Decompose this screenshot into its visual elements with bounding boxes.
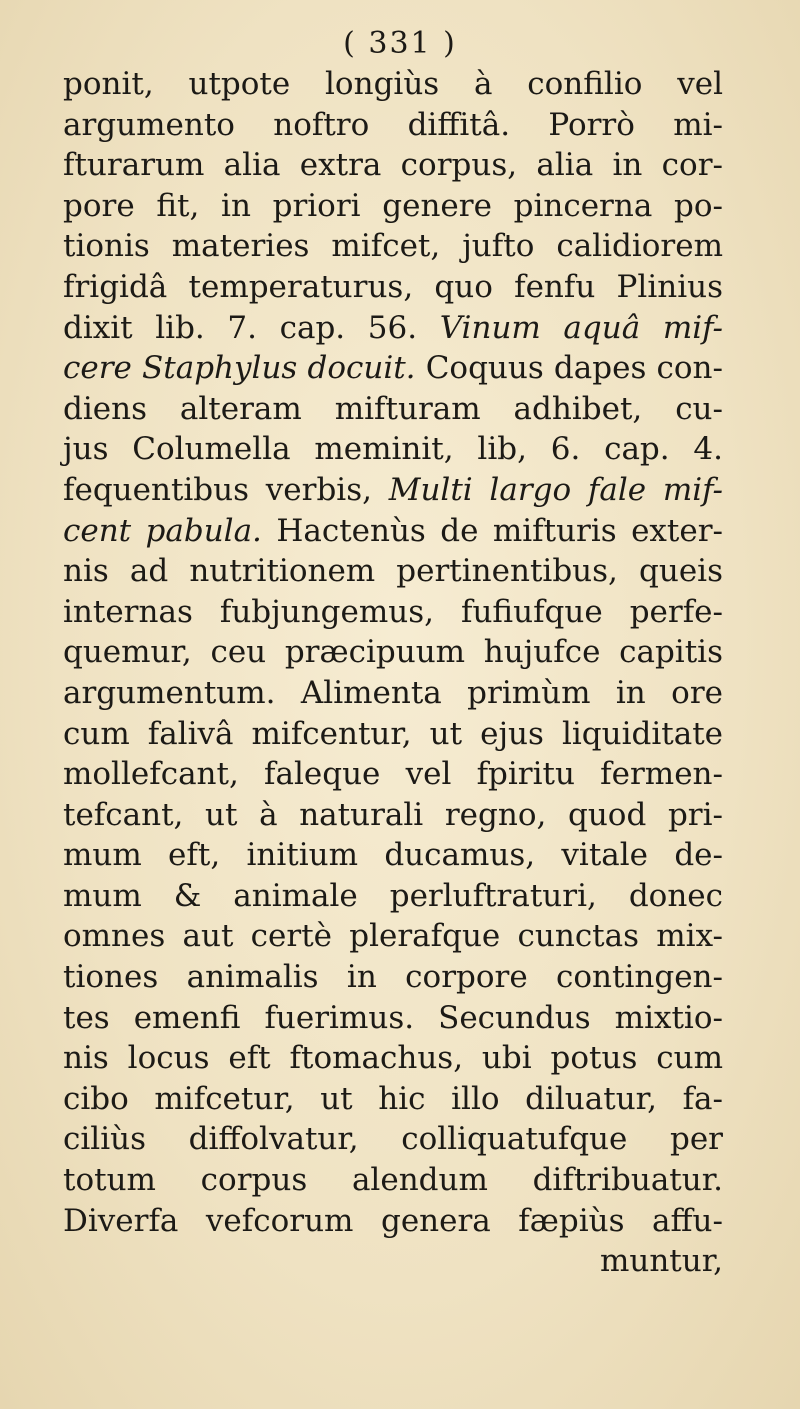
italic-quotation: Multi largo fale mif- xyxy=(388,471,723,508)
text-run: cibo mifcetur, ut hic illo diluatur, fa- xyxy=(63,1080,723,1117)
text-run: muntur, xyxy=(599,1243,723,1280)
text-run: mum & animale perluftraturi, donec xyxy=(63,877,723,914)
text-run: jus Columella meminit, lib, 6. cap. 4. xyxy=(63,431,723,468)
text-run: quemur, ceu præcipuum hujufce capitis xyxy=(63,634,723,671)
text-line xyxy=(63,470,723,511)
italic-quotation: cere Staphylus docuit. xyxy=(63,350,416,387)
text-line xyxy=(63,511,723,552)
italic-quotation: Vinum aquâ mif- xyxy=(439,309,723,346)
text-line xyxy=(63,998,723,1039)
text-line xyxy=(63,226,723,267)
body-text xyxy=(63,64,723,1282)
text-line xyxy=(63,1201,723,1242)
text-line xyxy=(63,551,723,592)
text-line xyxy=(63,632,723,673)
text-run: cum falivâ mifcentur, ut ejus liquiditate xyxy=(63,715,723,752)
text-run: argumentum. Alimenta primùm in ore xyxy=(63,674,723,711)
text-line xyxy=(63,145,723,186)
text-line xyxy=(63,105,723,146)
text-run: tiones animalis in corpore contingen- xyxy=(63,959,723,996)
text-line xyxy=(63,389,723,430)
text-run: tefcant, ut à naturali regno, quod pri- xyxy=(63,796,723,833)
text-line xyxy=(63,1038,723,1079)
text-line xyxy=(63,876,723,917)
text-line xyxy=(63,673,723,714)
text-run: Hactenùs de mifturis exter- xyxy=(261,512,723,549)
text-line xyxy=(63,957,723,998)
text-line xyxy=(63,916,723,957)
text-line xyxy=(63,1119,723,1160)
text-run: frigidâ temperaturus, quo fenfu Plinius xyxy=(63,268,723,305)
text-line xyxy=(63,714,723,755)
page-number: ( 331 ) xyxy=(343,26,457,61)
text-run: fequentibus verbis, xyxy=(63,471,389,508)
text-line xyxy=(63,754,723,795)
text-run: ponit, utpote longiùs à confilio vel xyxy=(63,66,723,102)
text-run: internas fubjungemus, fufiufque perfe- xyxy=(63,593,723,630)
text-line xyxy=(63,186,723,227)
italic-quotation: cent pabula. xyxy=(63,512,262,549)
text-run: diens alteram mifturam adhibet, cu- xyxy=(63,390,723,427)
text-run: mum eft, initium ducamus, vitale de- xyxy=(63,837,723,874)
text-line xyxy=(63,835,723,876)
text-line xyxy=(63,1079,723,1120)
text-run: argumento noftro diffitâ. Porrò mi- xyxy=(63,106,723,143)
text-run: omnes aut certè plerafque cunctas mix- xyxy=(63,918,723,955)
text-line xyxy=(63,308,723,349)
text-run: totum corpus alendum diftribuatur. xyxy=(63,1162,723,1199)
text-run: dixit lib. 7. cap. 56. xyxy=(63,309,440,346)
text-line xyxy=(63,1160,723,1201)
text-run: ciliùs diffolvatur, colliquatufque per xyxy=(63,1121,723,1158)
text-run: nis ad nutritionem pertinentibus, queis xyxy=(63,553,723,590)
text-line xyxy=(63,64,723,105)
text-line xyxy=(63,267,723,308)
text-run: Diverfa vefcorum genera fæpiùs affu- xyxy=(63,1202,723,1239)
text-line xyxy=(63,592,723,633)
text-line xyxy=(63,348,723,389)
text-run: tes emenfi fuerimus. Secundus mixtio- xyxy=(63,999,723,1036)
text-line xyxy=(63,1241,723,1282)
text-line xyxy=(63,795,723,836)
text-run: tionis materies mifcet, jufto calidiorem xyxy=(63,228,723,265)
text-run: nis locus eft ftomachus, ubi potus cum xyxy=(63,1040,723,1077)
text-run: mollefcant, faleque vel fpiritu fermen- xyxy=(63,756,723,793)
text-run: fturarum alia extra corpus, alia in cor- xyxy=(63,147,723,184)
text-run: Coquus dapes con- xyxy=(415,350,723,387)
text-run: pore fit, in priori genere pincerna po- xyxy=(63,187,723,224)
text-line xyxy=(63,429,723,470)
